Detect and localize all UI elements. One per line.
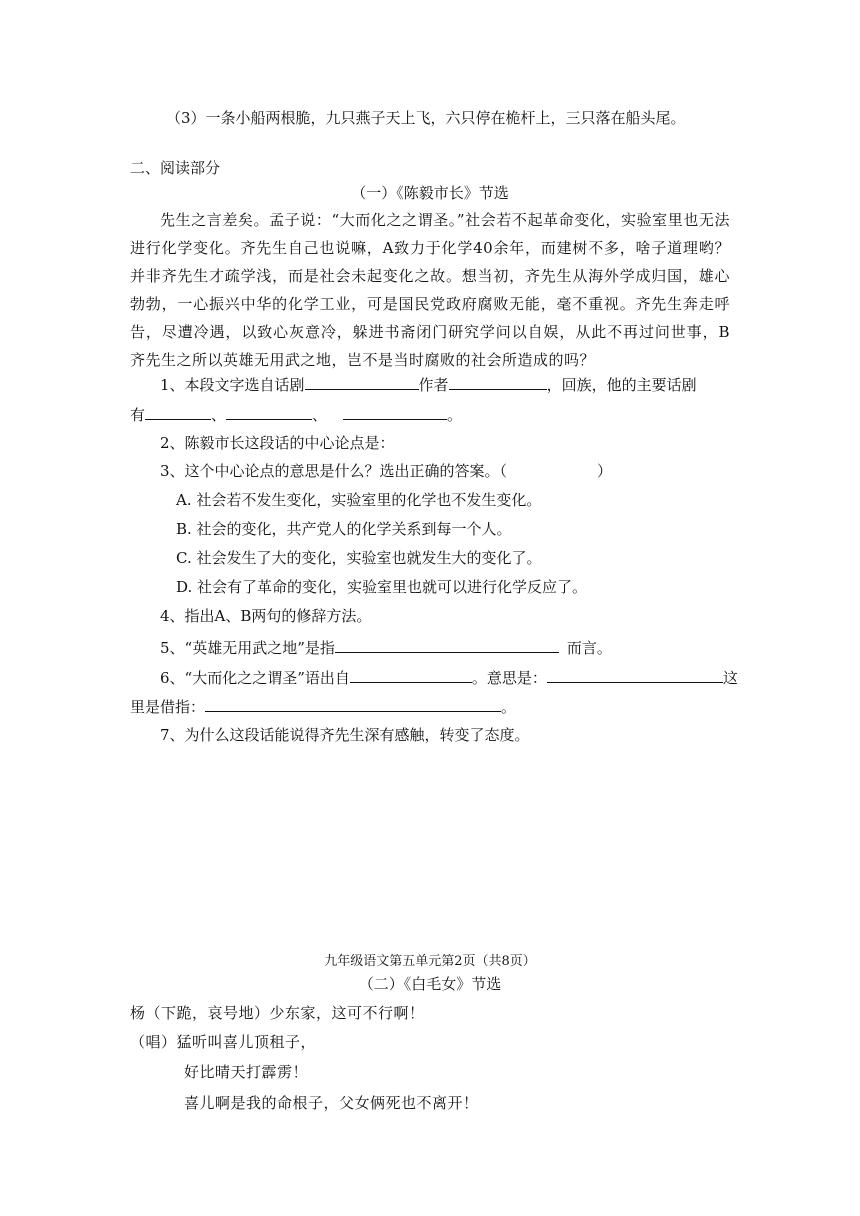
q6-text-c: 这 xyxy=(722,669,738,687)
q5-blank[interactable] xyxy=(335,636,559,653)
part1-passage: 先生之言差矣。孟子说：“大而化之之谓圣。”社会若不起革命变化，实验室里也无法进行化学变化。齐先生自己也说嘛，A致力于化学40余年，而建树不多，啥子道理哟？并非齐先生才疏学浅，而是社会未起变化之故。想当初，齐先生从海外学成归国，雄心勃勃，一心振兴中华的化学工业，可是国民党政府腐败无能，毫不重视。齐先生奔走呼告，尽遭冷遇，以致心灰意冷，躲进书斋闭门研究学问以自娱，从此不再过问世事，B齐先生之所以英雄无用武之地，岂不是当时腐败的社会所造成的吗？ xyxy=(130,211,730,369)
q1-blank-play-2[interactable] xyxy=(226,403,312,420)
q1-blank-author[interactable] xyxy=(449,373,547,390)
q6-text-d: 里是借指： xyxy=(130,698,206,716)
question-2: 2、陈毅市长这段话的中心论点是： xyxy=(160,434,395,452)
q6-text-a: 6、“大而化之之谓圣”语出自 xyxy=(160,669,350,687)
question-3: 3、这个中心论点的意思是什么？选出正确的答案。（ ） xyxy=(160,462,613,480)
part1-title: （一）《陈毅市长》节选 xyxy=(351,184,509,202)
q6-blank-refers[interactable] xyxy=(205,695,501,712)
part2-line1: 杨（下跪，哀号地）少东家，这可不行啊！ xyxy=(130,1004,425,1022)
q5-text-a: 5、“英雄无用武之地”是指 xyxy=(160,639,335,657)
question-1-line1 xyxy=(160,373,697,395)
question-6-line1 xyxy=(160,666,738,688)
q1-text-a: 1、本段文字选自话剧 xyxy=(160,376,305,394)
section-title: 二、阅读部分 xyxy=(130,159,221,177)
part2-line3: 好比晴天打霹雳！ xyxy=(184,1063,309,1081)
q1-sep-1: 、 xyxy=(211,406,227,424)
option-c[interactable]: C. 社会发生了大的变化，实验室也就发生大的变化了。 xyxy=(176,549,542,567)
q1-end: 。 xyxy=(447,406,463,424)
q1-blank-play[interactable] xyxy=(305,373,419,390)
part2-line4: 喜儿啊是我的命根子，父女俩死也不离开！ xyxy=(184,1094,479,1112)
q5-text-b: 而言。 xyxy=(566,639,612,657)
q1-blank-play-3[interactable] xyxy=(343,403,447,420)
q6-text-b: 。意思是： xyxy=(471,669,547,687)
q1-blank-play-1[interactable] xyxy=(145,403,211,420)
question-7: 7、为什么这段话能说得齐先生深有感触，转变了态度。 xyxy=(160,726,530,744)
q1-text-c: ，回族，他的主要话剧 xyxy=(546,376,697,394)
q1-text-b: 作者 xyxy=(418,376,449,394)
option-a[interactable]: A. 社会若不发生变化，实验室里的化学也不发生变化。 xyxy=(176,491,542,509)
q1-text-d: 有 xyxy=(130,406,146,424)
q6-blank-meaning[interactable] xyxy=(547,666,723,683)
question-1-line2 xyxy=(130,403,462,425)
question-5 xyxy=(160,636,612,658)
q6-text-e: 。 xyxy=(501,698,517,716)
q6-blank-source[interactable] xyxy=(350,666,472,683)
part2-line2: （唱）猛听叫喜儿顶租子， xyxy=(130,1033,317,1051)
question-4: 4、指出A、B两句的修辞方法。 xyxy=(160,607,372,625)
option-b[interactable]: B. 社会的变化，共产党人的化学关系到每一个人。 xyxy=(176,520,512,538)
option-d[interactable]: D. 社会有了革命的变化，实验室里也就可以进行化学反应了。 xyxy=(176,578,588,596)
q1-sep-2: 、 xyxy=(312,406,328,424)
part2-title: （二）《白毛女》节选 xyxy=(358,975,502,993)
question-6-line2 xyxy=(130,695,516,717)
riddle-3: （3）一条小船两根脆，九只燕子天上飞，六只停在桅杆上，三只落在船头尾。 xyxy=(166,109,686,127)
page-footer: 九年级语文第五单元第2页（共8页） xyxy=(324,954,536,969)
